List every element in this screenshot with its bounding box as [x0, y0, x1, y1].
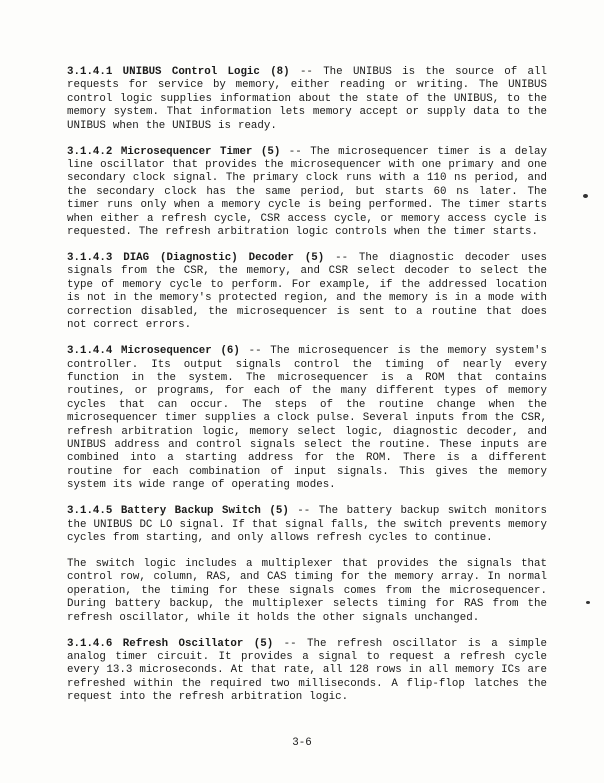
- page-number: 3-6: [292, 737, 312, 749]
- section-3-1-4-1: [67, 66, 547, 133]
- section-text: -- The microsequencer is the memory system's controller. Its output signals control the timing of nearly every function in the system. The microsequencer is a ROM that contains routines, or programs, for each of the many different types of memory cycles that can occur. The steps of the routine change when the microsequencer timer supplies a clock pulse. Several inputs from the CSR, refresh arbitration logic, memory select logic, diagnostic decoder, and UNIBUS address and control signals select the routine. These inputs are combined into a starting address for the ROM. There is a different routine for each combination of input signals. This gives the memory system its wide range of operating modes.: [67, 345, 547, 492]
- section-text: -- The diagnostic decoder uses signals from the CSR, the memory, and CSR select decoder to select the type of memory cycle to perform. For example, if the addressed location is not in the memory's protected region, and the memory is in a mode with correction disabled, the microsequencer is sent to a routine that does not correct errors.: [67, 252, 547, 332]
- section-text: -- The microsequencer timer is a delay line oscillator that provides the microsequencer with one primary and one secondary clock signal. The primary clock runs with a 110 ns period, and the secondary clock has the same period, but starts 60 ns later. The timer runs only when a memory cycle is being performed. The timer starts when either a refresh cycle, CSR access cycle, or memory access cycle is requested. The refresh arbitration logic controls when the timer starts.: [67, 145, 547, 239]
- paragraph-switch-logic: [67, 558, 547, 625]
- section-heading: 3.1.4.3 DIAG (Diagnostic) Decoder (5): [67, 252, 325, 265]
- section-heading: 3.1.4.4 Microsequencer (6): [67, 345, 240, 358]
- section-text: -- The UNIBUS is the source of all requests for service by memory, either reading or writing. The UNIBUS control logic supplies information about the state of the UNIBUS, to the memory system. That information lets memory accept or supply data to the UNIBUS when the UNIBUS is ready.: [67, 66, 547, 132]
- section-3-1-4-2: [67, 146, 547, 240]
- section-3-1-4-3: [67, 252, 547, 332]
- section-heading: 3.1.4.5 Battery Backup Switch (5): [67, 505, 289, 518]
- document-body: [67, 66, 547, 717]
- section-text: -- The battery backup switch monitors the UNIBUS DC LO signal. If that signal falls, the switch prevents memory cycles from starting, and only allows refresh cycles to continue.: [67, 505, 547, 544]
- section-heading: 3.1.4.2 Microsequencer Timer (5): [67, 145, 281, 158]
- section-3-1-4-5: [67, 505, 547, 545]
- section-3-1-4-4: [67, 345, 547, 492]
- scan-speck: [586, 601, 590, 604]
- section-3-1-4-6: [67, 638, 547, 705]
- scan-speck: [583, 194, 588, 198]
- section-heading: 3.1.4.6 Refresh Oscillator (5): [67, 637, 274, 650]
- section-text: -- The refresh oscillator is a simple analog timer circuit. It provides a signal to request a refresh cycle every 13.3 microseconds. At that rate, all 128 rows in all memory ICs are refreshed within the required two milliseconds. A flip-flop latches the request into the refresh arbitration logic.: [67, 637, 547, 704]
- section-text: The switch logic includes a multiplexer that provides the signals that control row, column, RAS, and CAS timing for the memory array. In normal operation, the timing for these signals comes from the microsequencer. During battery backup, the multiplexer selects timing for RAS from the refresh oscillator, while it holds the other signals unchanged.: [67, 557, 547, 624]
- section-heading: 3.1.4.1 UNIBUS Control Logic (8): [67, 66, 290, 78]
